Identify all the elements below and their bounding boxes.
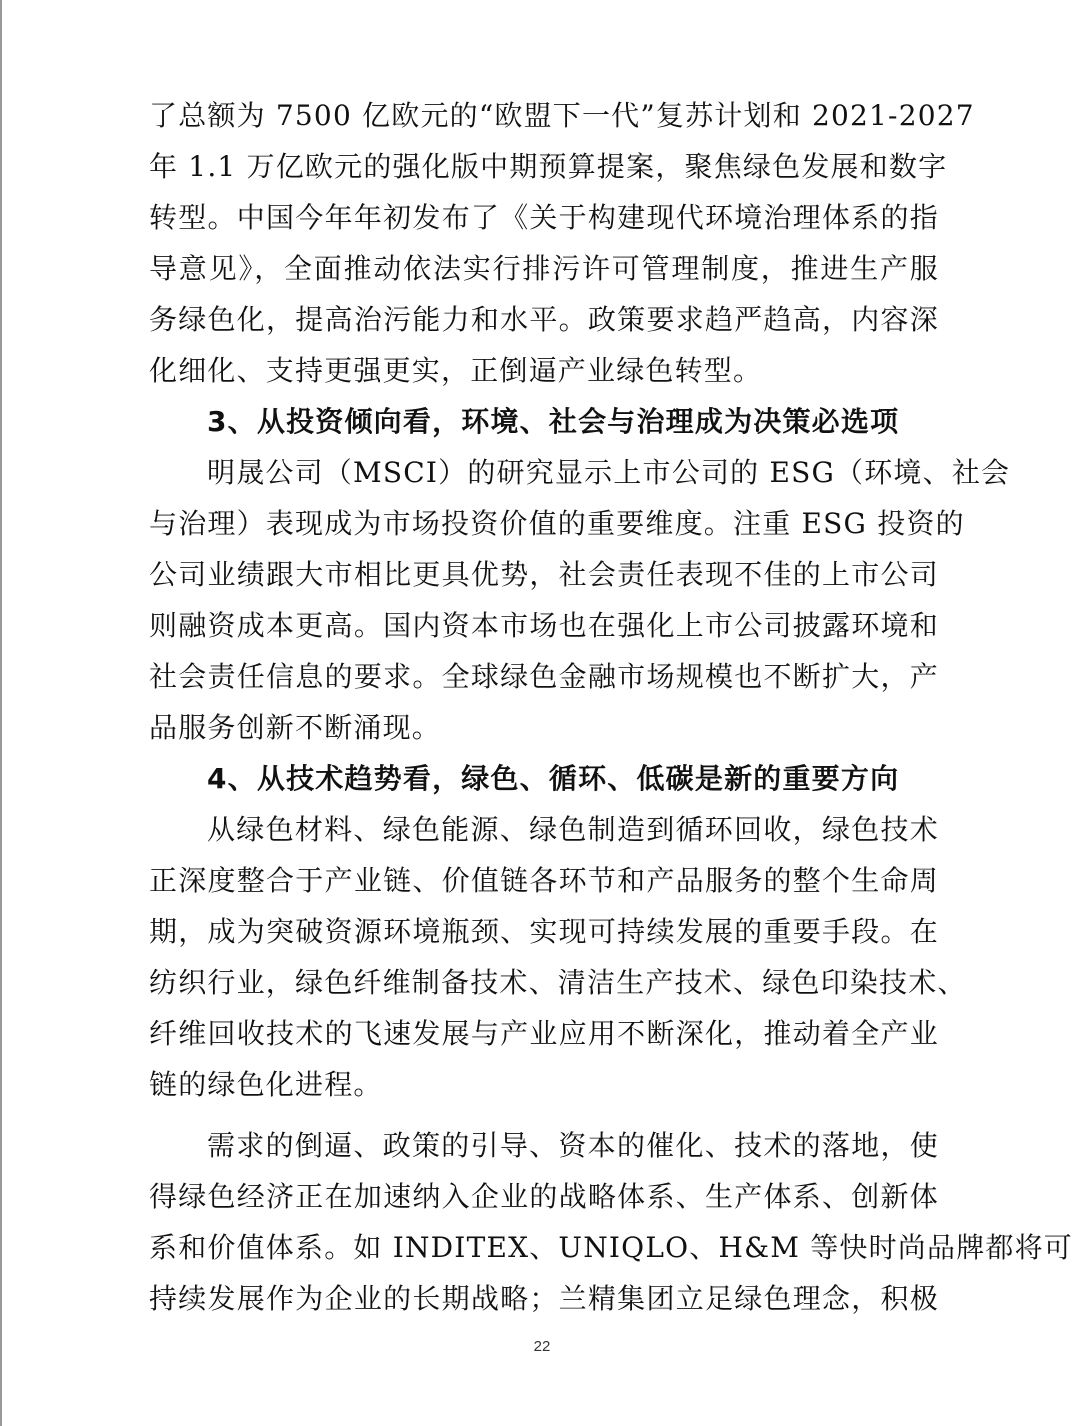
paragraph-green-tech [149, 804, 967, 1110]
section-heading-3: 3、从投资倾向看，环境、社会与治理成为决策必选项 [207, 405, 900, 438]
text-line: 期，成为突破资源环境瓶颈、实现可持续发展的重要手段。在 [149, 915, 939, 948]
text-line: 年 1.1 万亿欧元的强化版中期预算提案，聚焦绿色发展和数字 [149, 150, 948, 183]
text-line: 持续发展作为企业的长期战略；兰精集团立足绿色理念，积极 [149, 1282, 939, 1315]
paragraph-gap [149, 1110, 939, 1120]
text-line: 公司业绩跟大市相比更具优势，社会责任表现不佳的上市公司 [149, 558, 939, 591]
text-line: 正深度整合于产业链、价值链各环节和产品服务的整个生命周 [149, 864, 939, 897]
text-line: 品服务创新不断涌现。 [149, 711, 442, 744]
text-line: 务绿色化，提高治污能力和水平。政策要求趋严趋高，内容深 [149, 303, 939, 336]
text-line: 了总额为 7500 亿欧元的“欧盟下一代”复苏计划和 2021-2027 [149, 99, 975, 132]
text-line: 纤维回收技术的飞速发展与产业应用不断深化，推动着全产业 [149, 1017, 939, 1050]
text-line: 导意见》，全面推动依法实行排污许可管理制度，推进生产服 [149, 252, 939, 285]
page-number: 22 [533, 1338, 551, 1355]
page-body [149, 90, 1073, 1324]
paragraph-eu-policy [149, 90, 975, 396]
text-line: 社会责任信息的要求。全球绿色金融市场规模也不断扩大，产 [149, 660, 939, 693]
text-line: 链的绿色化进程。 [149, 1068, 383, 1101]
text-line: 得绿色经济正在加速纳入企业的战略体系、生产体系、创新体 [149, 1180, 939, 1213]
text-line: 纺织行业，绿色纤维制备技术、清洁生产技术、绿色印染技术、 [149, 966, 967, 999]
paragraph-esg [149, 447, 1011, 753]
text-line: 从绿色材料、绿色能源、绿色制造到循环回收，绿色技术 [207, 813, 939, 846]
text-line: 化细化、支持更强更实，正倒逼产业绿色转型。 [149, 354, 763, 387]
section-heading-4: 4、从技术趋势看，绿色、循环、低碳是新的重要方向 [207, 762, 900, 795]
text-line: 则融资成本更高。国内资本市场也在强化上市公司披露环境和 [149, 609, 939, 642]
text-line: 明晟公司（MSCI）的研究显示上市公司的 ESG（环境、社会 [207, 456, 1011, 489]
text-line: 需求的倒逼、政策的引导、资本的催化、技术的落地，使 [207, 1129, 939, 1162]
text-line: 转型。中国今年年初发布了《关于构建现代环境治理体系的指 [149, 201, 939, 234]
text-line: 与治理）表现成为市场投资价值的重要维度。注重 ESG 投资的 [149, 507, 965, 540]
paragraph-green-economy [149, 1120, 1073, 1324]
text-line: 系和价值体系。如 INDITEX、UNIQLO、H&M 等快时尚品牌都将可 [149, 1231, 1073, 1264]
